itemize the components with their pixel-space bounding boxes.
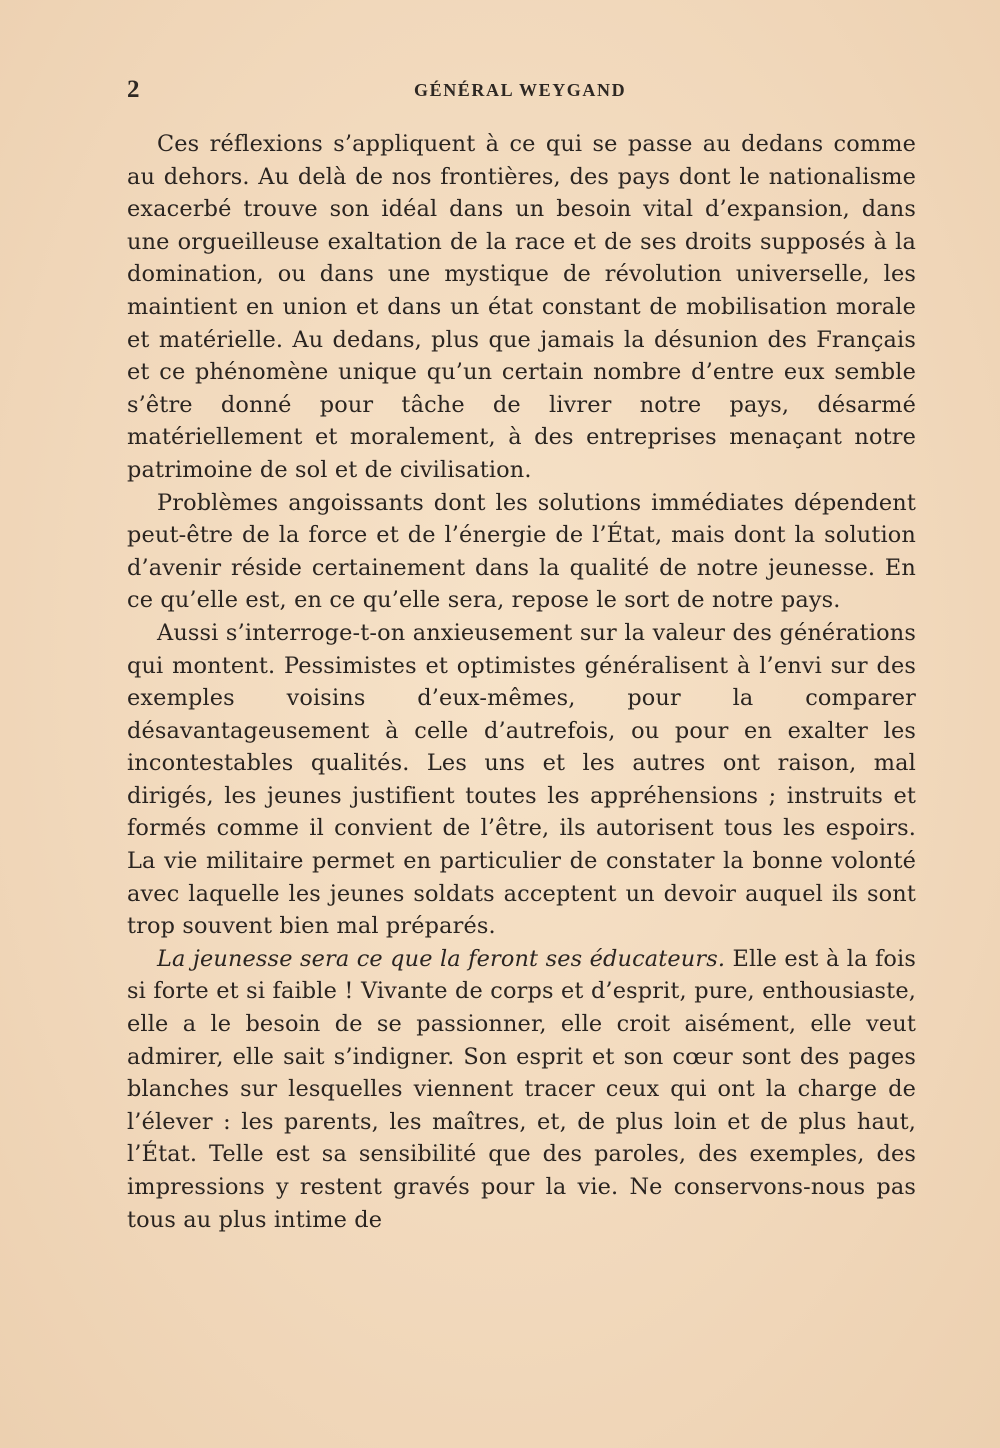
paragraph-text: Elle est à la fois si forte et si faible ! Vivante de corps et d’esprit, pure, enthousiaste, elle a le besoin de se passionner, elle croit aisément, elle veut admirer, elle sait s’indigner. Son esprit et son cœur sont des pages blanches sur lesquelles viennent tracer ceux qui ont la charge de l’élever : les parents, les maîtres, et, de plus loin et de plus haut, l’État. Telle est sa sensibilité que des paroles, des exemples, des impressions y restent gravés pour la vie. Ne conservons-nous pas tous au plus intime de bbox=[127, 945, 916, 1233]
paragraph-text: Problèmes angoissants dont les solutions immédiates dépendent peut-être de la force et de l’énergie de l’État, mais dont la solution d’avenir réside certainement dans la qualité de notre jeunesse. En ce qu’elle est, en ce qu’elle sera, repose le sort de notre pays. bbox=[127, 489, 916, 614]
paragraph bbox=[127, 128, 916, 487]
body-text bbox=[127, 128, 916, 1236]
paragraph bbox=[127, 617, 916, 943]
book-page bbox=[127, 72, 916, 1236]
italic-lead-sentence: La jeunesse sera ce que la feront ses éducateurs. bbox=[157, 945, 726, 972]
paragraph-text: Aussi s’interroge-t-on anxieusement sur la valeur des générations qui montent. Pessimistes et optimistes généralisent à l’envi sur des exemples voisins d’eux-mêmes, pour la comparer désavantageusement à celle d’autrefois, ou pour en exalter les incontestables qualités. Les uns et les autres ont raison, mal dirigés, les jeunes justifient toutes les appréhensions ; instruits et formés comme il convient de l’être, ils autorisent tous les espoirs. La vie militaire permet en particulier de constater la bonne volonté avec laquelle les jeunes soldats acceptent un devoir auquel ils sont trop souvent bien mal préparés. bbox=[127, 619, 916, 940]
paragraph bbox=[127, 487, 916, 617]
running-head: GÉNÉRAL WEYGAND bbox=[414, 80, 627, 100]
paragraph-text: Ces réflexions s’appliquent à ce qui se passe au dedans comme au dehors. Au delà de nos frontières, des pays dont le nationalisme exacerbé trouve son idéal dans un besoin vital d’expansion, dans une orgueilleuse exaltation de la race et de ses droits supposés à la domination, ou dans une mystique de révolution universelle, les maintient en union et dans un état constant de mobilisation morale et matérielle. Au dedans, plus que jamais la désunion des Français et ce phénomène unique qu’un certain nombre d’entre eux semble s’être donné pour tâche de livrer notre pays, désarmé matériellement et moralement, à des entreprises menaçant notre patrimoine de sol et de civilisation. bbox=[127, 131, 916, 483]
paragraph bbox=[127, 943, 916, 1236]
page-number: 2 bbox=[127, 76, 140, 103]
page-header bbox=[127, 72, 916, 112]
